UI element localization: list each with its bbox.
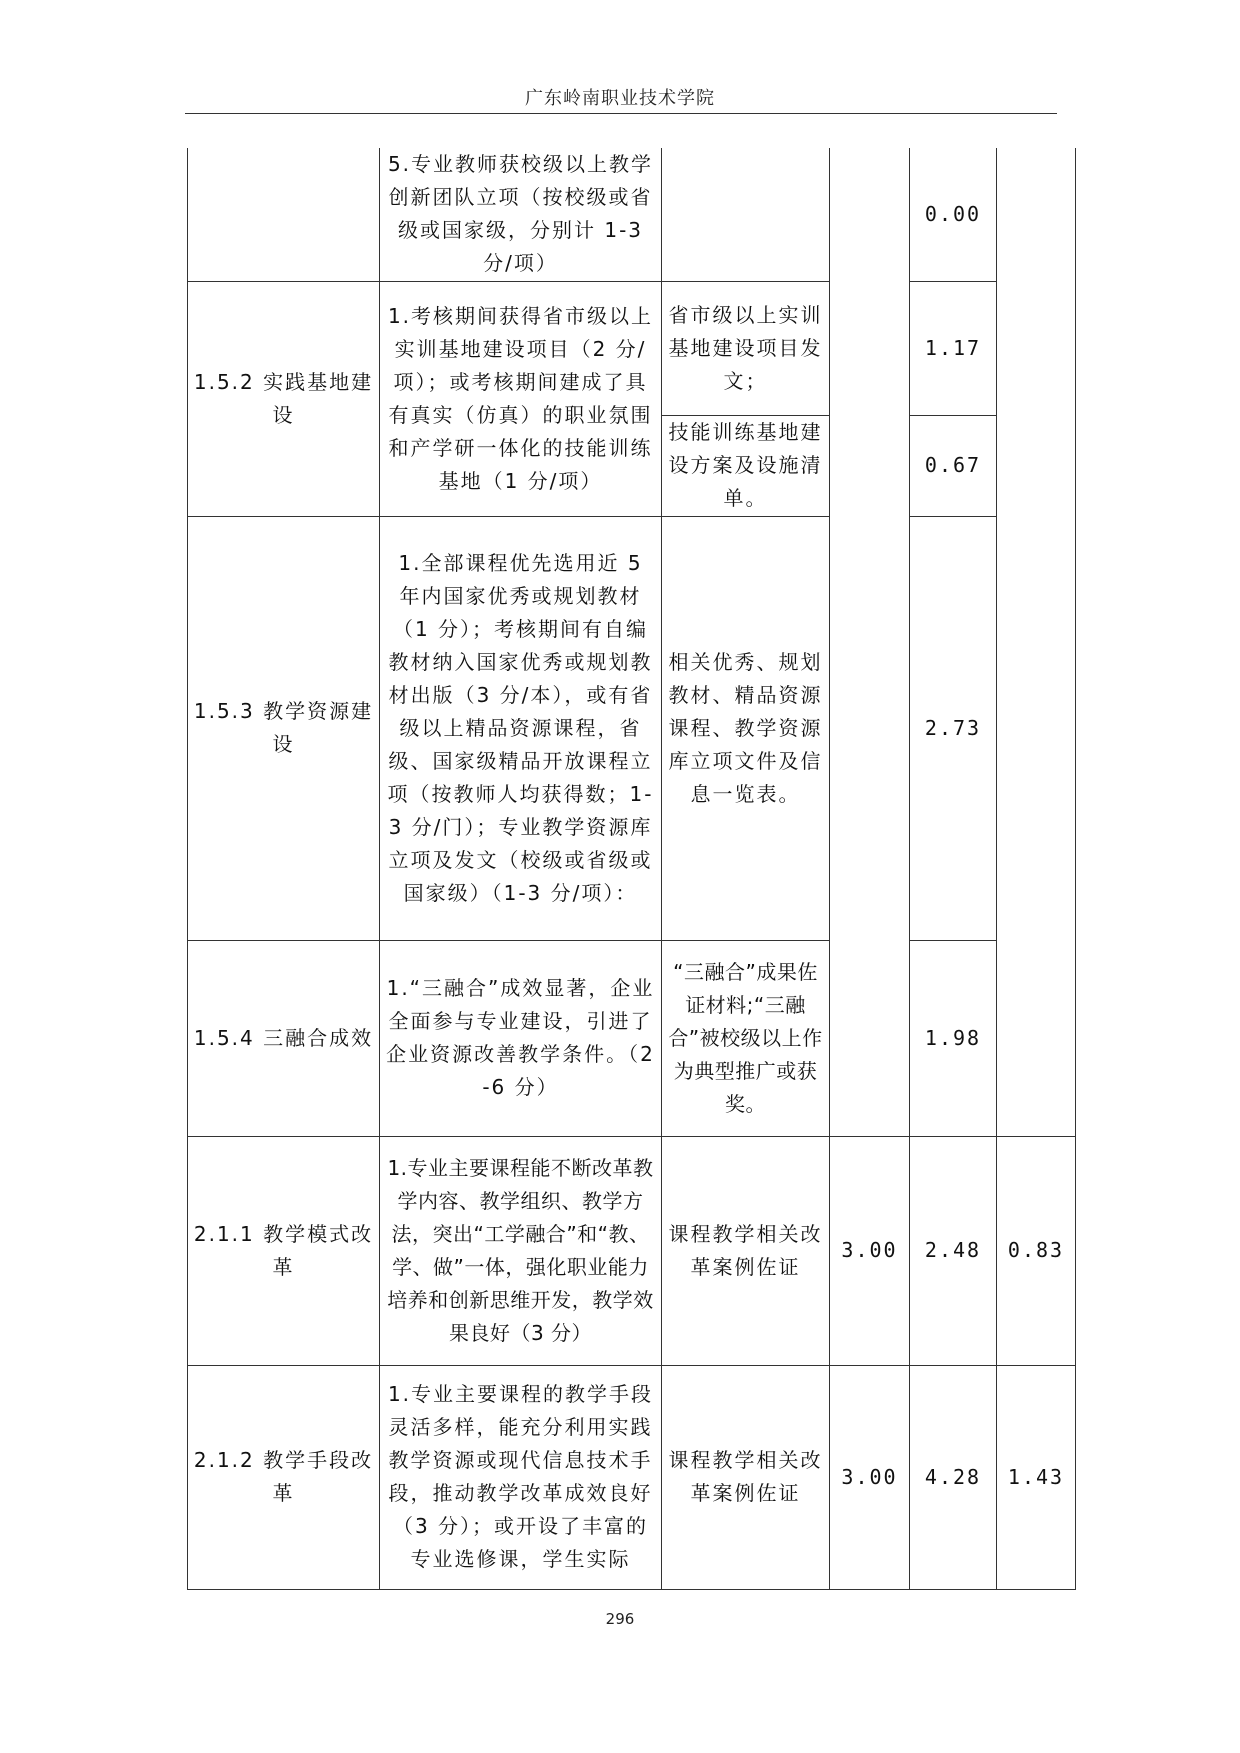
item-cell: 1.5.3 教学资源建设 [188,516,380,940]
item-cell: 2.1.1 教学模式改革 [188,1136,380,1365]
score-c-cell [997,148,1076,1136]
score-b-cell: 0.67 [910,415,997,516]
score-a-cell [830,148,910,1136]
content-cell: 1.专业主要课程的教学手段灵活多样，能充分利用实践教学资源或现代信息技术手段，推动教学改革成效良好（3 分）；或开设了丰富的专业选修课，学生实际 [380,1365,662,1589]
score-b-cell: 4.28 [910,1365,997,1589]
evidence-cell: 课程教学相关改革案例佐证 [662,1136,830,1365]
evidence-cell: “三融合”成果佐证材料;“三融合”被校级以上作为典型推广或获奖。 [662,940,830,1136]
evidence-cell: 相关优秀、规划教材、精品资源课程、教学资源库立项文件及信息一览表。 [662,516,830,940]
content-cell: 5.专业教师获校级以上教学创新团队立项（按校级或省级或国家级，分别计 1-3 分/项） [380,148,662,281]
evaluation-table [187,148,1076,1590]
evidence-cell: 省市级以上实训基地建设项目发文； [662,281,830,415]
score-a-cell: 3.00 [830,1136,910,1365]
content-cell: 1.专业主要课程能不断改革教学内容、教学组织、教学方法，突出“工学融合”和“教、学、做”一体，强化职业能力培养和创新思维开发，教学效果良好（3 分） [380,1136,662,1365]
evidence-cell: 课程教学相关改革案例佐证 [662,1365,830,1589]
content-cell: 1.“三融合”成效显著，企业全面参与专业建设，引进了企业资源改善教学条件。（2-6 分） [380,940,662,1136]
item-cell: 1.5.2 实践基地建设 [188,281,380,516]
table-row [188,281,1076,415]
score-b-cell: 1.17 [910,281,997,415]
score-c-cell: 0.83 [997,1136,1076,1365]
score-b-cell: 0.00 [910,148,997,281]
header-rule [185,113,1057,114]
score-b-cell: 1.98 [910,940,997,1136]
content-cell: 1.考核期间获得省市级以上实训基地建设项目（2 分/项）；或考核期间建成了具有真实（仿真）的职业氛围和产学研一体化的技能训练基地（1 分/项） [380,281,662,516]
item-cell [188,148,380,281]
content-cell: 1.全部课程优先选用近 5 年内国家优秀或规划教材（1 分）；考核期间有自编教材纳入国家优秀或规划教材出版（3 分/本），或有省级以上精品资源课程，省级、国家级精品开放课程立项（按教师人均获得数；1-3 分/门）；专业教学资源库立项及发文（校级或省级或国家级）（1-3 分/项）： [380,516,662,940]
page-header-title: 广东岭南职业技术学院 [525,88,715,109]
evidence-cell: 技能训练基地建设方案及设施清单。 [662,415,830,516]
score-a-cell: 3.00 [830,1365,910,1589]
score-c-cell: 1.43 [997,1365,1076,1589]
table-row [188,1136,1076,1365]
table-row [188,1365,1076,1589]
table-row [188,940,1076,1136]
page-number: 296 [605,1610,635,1628]
evidence-cell [662,148,830,281]
item-cell: 1.5.4 三融合成效 [188,940,380,1136]
item-cell: 2.1.2 教学手段改革 [188,1365,380,1589]
table-row [188,148,1076,281]
score-b-cell: 2.48 [910,1136,997,1365]
table-row [188,516,1076,940]
score-b-cell: 2.73 [910,516,997,940]
